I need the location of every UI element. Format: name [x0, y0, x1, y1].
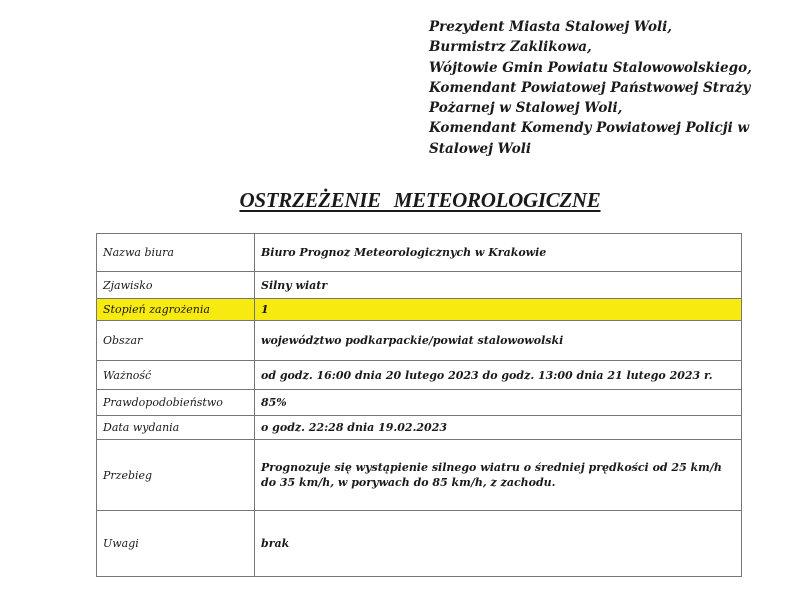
course-description: Prognozuje się wystąpienie silnego wiatru o średniej prędkości od 25 km/h do 35 km/h, w porywach do 85 km/h, z zachodu.: [261, 461, 722, 489]
row-label: Przebieg: [97, 440, 255, 511]
row-value: 85%: [255, 390, 742, 416]
recipient-line: Wójtowie Gmin Powiatu Stalowowolskiego,: [429, 59, 752, 76]
row-label: Prawdopodobieństwo: [97, 390, 255, 416]
row-value: brak: [255, 511, 742, 577]
recipient-line: Burmistrz Zaklikowa,: [429, 39, 592, 56]
table-row-notes: [97, 511, 742, 577]
recipient-line: Stalowej Woli: [429, 140, 531, 157]
recipients-block: [429, 17, 769, 159]
row-value: o godz. 22:28 dnia 19.02.2023: [255, 416, 742, 440]
table-row-validity: [97, 361, 742, 390]
row-label: Stopień zagrożenia: [97, 299, 255, 321]
row-label: Uwagi: [97, 511, 255, 577]
row-label: Obszar: [97, 321, 255, 361]
recipient-line: Pożarnej w Stalowej Woli,: [429, 100, 623, 117]
row-label: Zjawisko: [97, 272, 255, 299]
document-title: OSTRZEŻENIE METEOROLOGICZNE: [239, 188, 601, 212]
row-value: Biuro Prognoz Meteorologicznych w Krakowie: [255, 234, 742, 272]
row-value: od godz. 16:00 dnia 20 lutego 2023 do godz. 13:00 dnia 21 lutego 2023 r.: [255, 361, 742, 390]
row-label: Data wydania: [97, 416, 255, 440]
row-label: Ważność: [97, 361, 255, 390]
warning-table: [96, 233, 742, 577]
table-row-threat-level: [97, 299, 742, 321]
table-row-phenomenon: [97, 272, 742, 299]
row-value: Silny wiatr: [255, 272, 742, 299]
row-value: [255, 440, 742, 511]
table-row-issue-date: [97, 416, 742, 440]
recipient-line: Komendant Powiatowej Państwowej Straży: [429, 79, 751, 96]
row-value: województwo podkarpackie/powiat stalowowolski: [255, 321, 742, 361]
table-row-area: [97, 321, 742, 361]
recipient-line: Prezydent Miasta Stalowej Woli,: [429, 19, 672, 35]
row-label: Nazwa biura: [97, 234, 255, 272]
table-row-course: [97, 440, 742, 511]
table-row-office: [97, 234, 742, 272]
table-row-probability: [97, 390, 742, 416]
recipient-line: Komendant Komendy Powiatowej Policji w: [429, 120, 750, 137]
row-value: 1: [255, 299, 742, 321]
